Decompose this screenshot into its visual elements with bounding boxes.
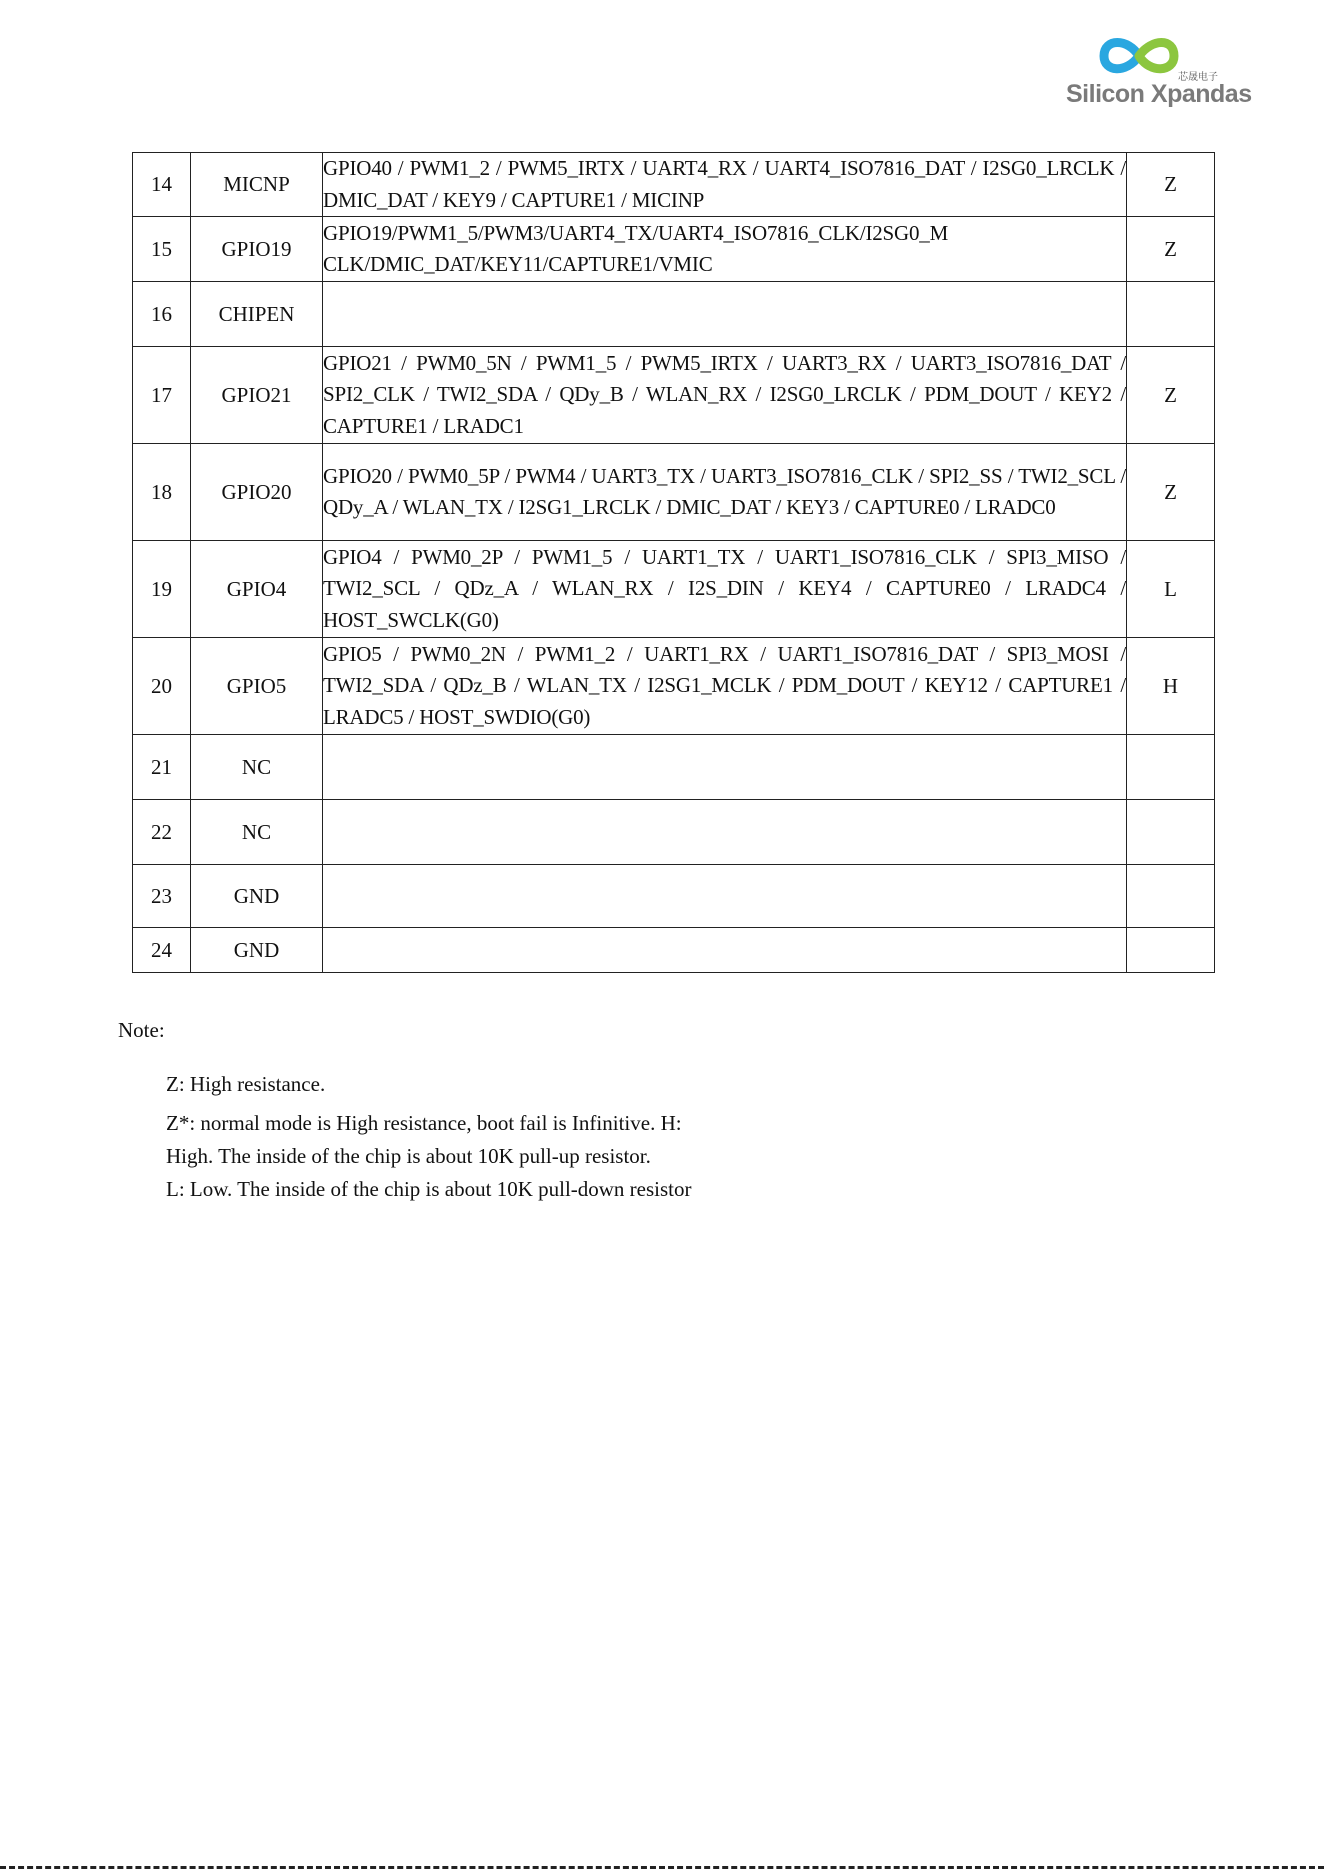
note-line: Z: High resistance. bbox=[166, 1072, 326, 1096]
note-title: Note: bbox=[118, 1018, 165, 1042]
pin-number-cell: 15 bbox=[133, 217, 191, 282]
pin-number-cell: 22 bbox=[133, 800, 191, 865]
pin-number-cell: 18 bbox=[133, 444, 191, 541]
pin-name-cell: CHIPEN bbox=[191, 282, 323, 347]
table-row bbox=[133, 217, 1215, 282]
brand-chinese-name: 芯晟电子 bbox=[1178, 72, 1218, 83]
pin-name-cell: GPIO4 bbox=[191, 541, 323, 638]
pin-state-cell bbox=[1127, 800, 1215, 865]
pin-state-cell: Z bbox=[1127, 444, 1215, 541]
note-list bbox=[166, 1068, 692, 1206]
table-row bbox=[133, 928, 1215, 973]
pin-number-cell: 23 bbox=[133, 865, 191, 928]
pin-name-cell: NC bbox=[191, 800, 323, 865]
note-line: L: Low. The inside of the chip is about 10K pull-down resistor bbox=[166, 1177, 692, 1201]
infinity-logo-icon bbox=[1098, 32, 1180, 80]
pin-state-cell: Z bbox=[1127, 153, 1215, 217]
pin-name-cell: GND bbox=[191, 865, 323, 928]
pin-table-body bbox=[133, 153, 1215, 973]
pin-function-cell bbox=[323, 865, 1127, 928]
pin-state-cell bbox=[1127, 865, 1215, 928]
brand-name: Silicon Xpandas bbox=[1066, 80, 1252, 108]
pin-number-cell: 16 bbox=[133, 282, 191, 347]
pin-name-cell: GPIO20 bbox=[191, 444, 323, 541]
pin-state-cell bbox=[1127, 928, 1215, 973]
table-row bbox=[133, 800, 1215, 865]
note-line: Z*: normal mode is High resistance, boot fail is Infinitive. H: bbox=[166, 1111, 682, 1135]
pin-function-cell bbox=[323, 735, 1127, 800]
table-row bbox=[133, 638, 1215, 735]
pin-number-cell: 14 bbox=[133, 153, 191, 217]
pin-function-cell bbox=[323, 928, 1127, 973]
pin-name-cell: GND bbox=[191, 928, 323, 973]
pin-name-cell: GPIO21 bbox=[191, 347, 323, 444]
pin-state-cell: Z bbox=[1127, 217, 1215, 282]
pin-state-cell: L bbox=[1127, 541, 1215, 638]
table-row bbox=[133, 347, 1215, 444]
pin-table bbox=[132, 152, 1215, 973]
pin-state-cell: Z bbox=[1127, 347, 1215, 444]
table-row bbox=[133, 865, 1215, 928]
note-line: High. The inside of the chip is about 10K pull-up resistor. bbox=[166, 1144, 651, 1168]
table-row bbox=[133, 541, 1215, 638]
table-row bbox=[133, 153, 1215, 217]
pin-function-cell: GPIO19/PWM1_5/PWM3/UART4_TX/UART4_ISO7816_CLK/I2SG0_M CLK/DMIC_DAT/KEY11/CAPTURE1/VMIC bbox=[323, 217, 1127, 282]
table-row bbox=[133, 282, 1215, 347]
table-row bbox=[133, 444, 1215, 541]
pin-function-cell bbox=[323, 800, 1127, 865]
pin-name-cell: MICNP bbox=[191, 153, 323, 217]
pin-number-cell: 20 bbox=[133, 638, 191, 735]
pin-number-cell: 19 bbox=[133, 541, 191, 638]
pin-function-cell: GPIO40 / PWM1_2 / PWM5_IRTX / UART4_RX / UART4_ISO7816_DAT / I2SG0_LRCLK / DMIC_DAT / KEY9 / CAPTURE1 / MICINP bbox=[323, 153, 1127, 217]
pin-name-cell: GPIO19 bbox=[191, 217, 323, 282]
pin-name-cell: NC bbox=[191, 735, 323, 800]
pin-function-cell: GPIO21 / PWM0_5N / PWM1_5 / PWM5_IRTX / UART3_RX / UART3_ISO7816_DAT / SPI2_CLK / TWI2_SDA / QDy_B / WLAN_RX / I2SG0_LRCLK / PDM_DOUT / KEY2 / CAPTURE1 / LRADC1 bbox=[323, 347, 1127, 444]
page-edge-divider bbox=[0, 1866, 1324, 1869]
pin-function-cell: GPIO5 / PWM0_2N / PWM1_2 / UART1_RX / UART1_ISO7816_DAT / SPI3_MOSI / TWI2_SDA / QDz_B / WLAN_TX / I2SG1_MCLK / PDM_DOUT / KEY12 / CAPTURE1 / LRADC5 / HOST_SWDIO(G0) bbox=[323, 638, 1127, 735]
pin-number-cell: 21 bbox=[133, 735, 191, 800]
pin-number-cell: 17 bbox=[133, 347, 191, 444]
pin-state-cell: H bbox=[1127, 638, 1215, 735]
pin-function-cell: GPIO20 / PWM0_5P / PWM4 / UART3_TX / UART3_ISO7816_CLK / SPI2_SS / TWI2_SCL / QDy_A / WLAN_TX / I2SG1_LRCLK / DMIC_DAT / KEY3 / CAPTURE0 / LRADC0 bbox=[323, 444, 1127, 541]
company-logo bbox=[1060, 32, 1252, 112]
pin-function-cell: GPIO4 / PWM0_2P / PWM1_5 / UART1_TX / UART1_ISO7816_CLK / SPI3_MISO / TWI2_SCL / QDz_A / WLAN_RX / I2S_DIN / KEY4 / CAPTURE0 / LRADC4 / HOST_SWCLK(G0) bbox=[323, 541, 1127, 638]
pin-state-cell bbox=[1127, 282, 1215, 347]
pin-name-cell: GPIO5 bbox=[191, 638, 323, 735]
pin-state-cell bbox=[1127, 735, 1215, 800]
pin-function-cell bbox=[323, 282, 1127, 347]
table-row bbox=[133, 735, 1215, 800]
pin-number-cell: 24 bbox=[133, 928, 191, 973]
